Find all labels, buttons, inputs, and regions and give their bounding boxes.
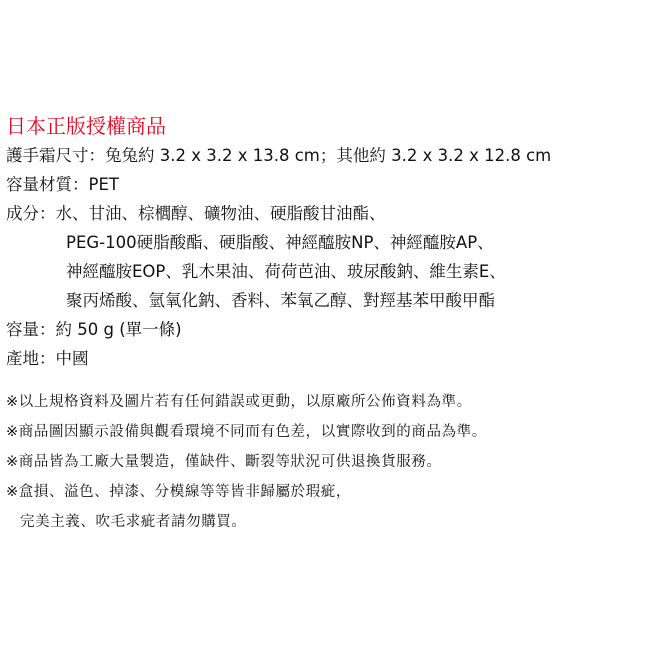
material-spec: 容量材質：PET (6, 175, 119, 194)
capacity-spec: 容量：約 50 g (單一條) (6, 320, 182, 339)
ingredients-spec-line-2: PEG-100硬脂酸酯、硬脂酸、神經醯胺NP、神經醯胺AP、 (66, 233, 494, 252)
licensed-product-title: 日本正版授權商品 (6, 114, 166, 138)
origin-spec: 產地：中國 (6, 349, 89, 368)
ingredients-spec-line-4: 聚丙烯酸、氫氧化鈉、香料、苯氧乙醇、對羥基苯甲酸甲酯 (66, 291, 495, 310)
size-spec: 護手霜尺寸：兔兔約 3.2 x 3.2 x 13.8 cm；其他約 3.2 x 3.2 x 12.8 cm (6, 146, 552, 165)
product-info-sheet (6, 112, 646, 537)
notice-list (6, 387, 646, 537)
ingredients-spec-line-3: 神經醯胺EOP、乳木果油、荷荷芭油、玻尿酸鈉、維生素E、 (66, 262, 506, 281)
notice-defects-line-2: 完美主義、吹毛求疵者請勿購買。 (20, 514, 247, 530)
spec-list (6, 141, 646, 373)
notice-spec-accuracy: ※以上規格資料及圖片若有任何錯誤或更動，以原廠所公佈資料為準。 (6, 394, 472, 410)
section-spacer (6, 373, 646, 387)
ingredients-spec-line-1: 成分：水、甘油、棕櫚醇、礦物油、硬脂酸甘油酯、 (6, 204, 386, 223)
notice-color-difference: ※商品圖因顯示設備與觀看環境不同而有色差，以實際收到的商品為準。 (6, 424, 487, 440)
notice-defects-line-1: ※盒損、溢色、掉漆、分模線等等皆非歸屬於瑕疵， (6, 484, 351, 500)
notice-return-policy: ※商品皆為工廠大量製造，僅缺件、斷裂等狀況可供退換貨服務。 (6, 454, 442, 470)
